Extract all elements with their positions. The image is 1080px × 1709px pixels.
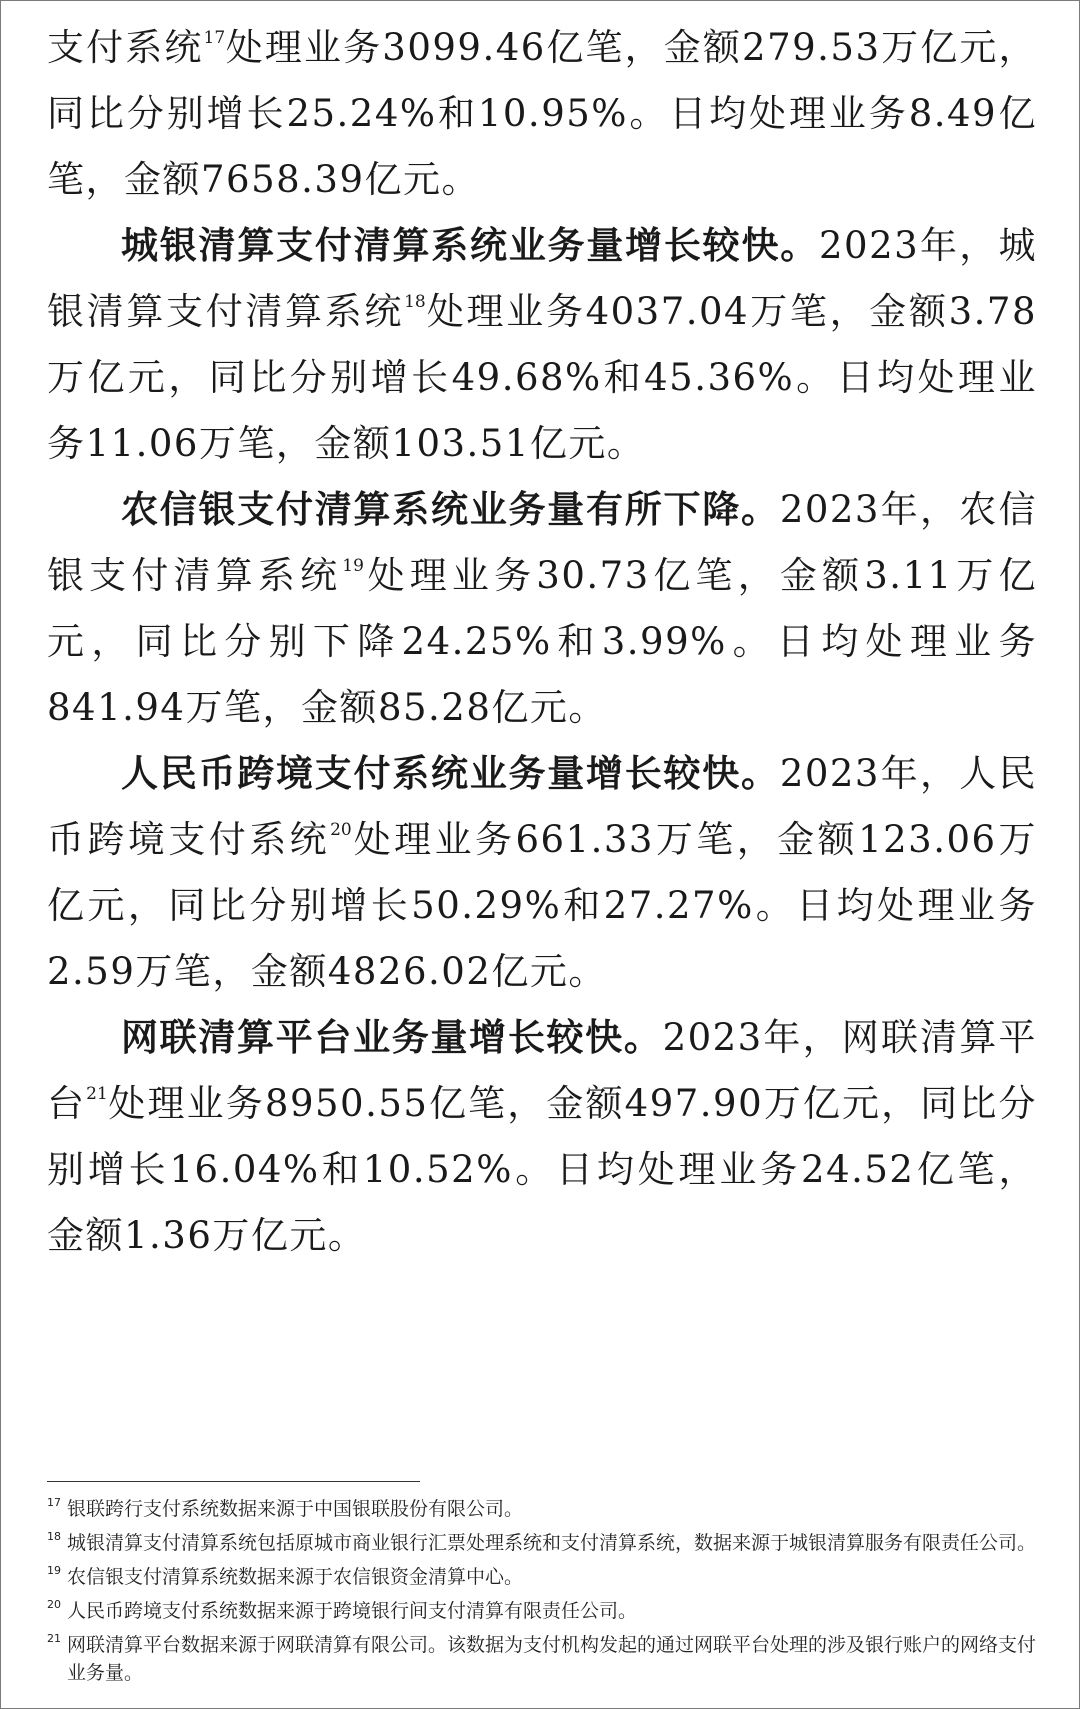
footnote-21	[47, 1625, 1037, 1687]
paragraph-2-text-b: 处理业务4037.04万笔，金额3.78万亿元，同比分别增长49.68%和45.36%。日均处理业务11.06万笔，金额103.51亿元。	[47, 290, 1037, 465]
paragraph-4	[47, 741, 1037, 1005]
footnote-text: 人民币跨境支付系统数据来源于跨境银行间支付清算有限责任公司。	[67, 1600, 638, 1622]
footnote-text: 银联跨行支付系统数据来源于中国银联股份有限公司。	[67, 1498, 524, 1520]
paragraph-4-text-b: 处理业务661.33万笔，金额123.06万亿元，同比分别增长50.29%和27.27%。日均处理业务2.59万笔，金额4826.02亿元。	[47, 818, 1037, 993]
paragraph-4-lead: 人民币跨境支付系统业务量增长较快。	[121, 752, 780, 795]
footnote-19	[47, 1557, 1037, 1591]
footnote-text: 农信银支付清算系统数据来源于农信银资金清算中心。	[67, 1566, 524, 1588]
footnote-text: 网联清算平台数据来源于网联清算有限公司。该数据为支付机构发起的通过网联平台处理的涉及银行账户的网络支付业务量。	[67, 1634, 1037, 1684]
footnote-text: 城银清算支付清算系统包括原城市商业银行汇票处理系统和支付清算系统，数据来源于城银清算服务有限责任公司。	[67, 1532, 1037, 1554]
paragraph-5-lead: 网联清算平台业务量增长较快。	[121, 1016, 663, 1059]
footnote-number: 20	[47, 1598, 61, 1611]
paragraph-3-text-a: 2023年，农信银支付清算系统	[47, 488, 1037, 597]
paragraph-5	[47, 1005, 1037, 1269]
paragraph-2-text-a: 2023年，城银清算支付清算系统	[47, 224, 1037, 333]
paragraph-3	[47, 477, 1037, 741]
footnote-17	[47, 1489, 1037, 1523]
paragraph-3-text-b: 处理业务30.73亿笔，金额3.11万亿元，同比分别下降24.25%和3.99%。日均处理业务841.94万笔，金额85.28亿元。	[47, 554, 1038, 729]
footnote-number: 18	[47, 1530, 61, 1543]
paragraph-1	[47, 15, 1037, 213]
footnote-ref-20[interactable]: 20	[330, 820, 352, 840]
footnote-number: 17	[47, 1496, 61, 1509]
footnote-ref-17[interactable]: 17	[203, 28, 226, 48]
footnote-20	[47, 1591, 1037, 1625]
footnote-18	[47, 1523, 1037, 1557]
paragraph-4-text-a: 2023年，人民币跨境支付系统	[47, 752, 1037, 861]
paragraph-3-lead: 农信银支付清算系统业务量有所下降。	[121, 488, 780, 531]
footnote-ref-21[interactable]: 21	[86, 1084, 108, 1104]
paragraph-1-text-b: 处理业务3099.46亿笔，金额279.53万亿元，同比分别增长25.24%和10.95%。日均处理业务8.49亿笔，金额7658.39亿元。	[47, 26, 1038, 201]
paragraph-1-text-a: 支付系统	[47, 26, 204, 69]
footnote-divider	[47, 1481, 420, 1482]
paragraph-5-text-a: 2023年，网联清算平台	[47, 1016, 1038, 1125]
footnotes	[47, 1489, 1037, 1687]
paragraph-2	[47, 213, 1037, 477]
paragraph-5-text-b: 处理业务8950.55亿笔，金额497.90万亿元，同比分别增长16.04%和10.52%。日均处理业务24.52亿笔，金额1.36万亿元。	[47, 1082, 1038, 1257]
body-text	[47, 15, 1037, 1269]
footnote-ref-18[interactable]: 18	[404, 292, 426, 312]
footnote-ref-19[interactable]: 19	[342, 556, 364, 576]
paragraph-2-lead: 城银清算支付清算系统业务量增长较快。	[121, 224, 819, 267]
footnote-number: 21	[47, 1632, 61, 1645]
footnote-number: 19	[47, 1564, 61, 1577]
